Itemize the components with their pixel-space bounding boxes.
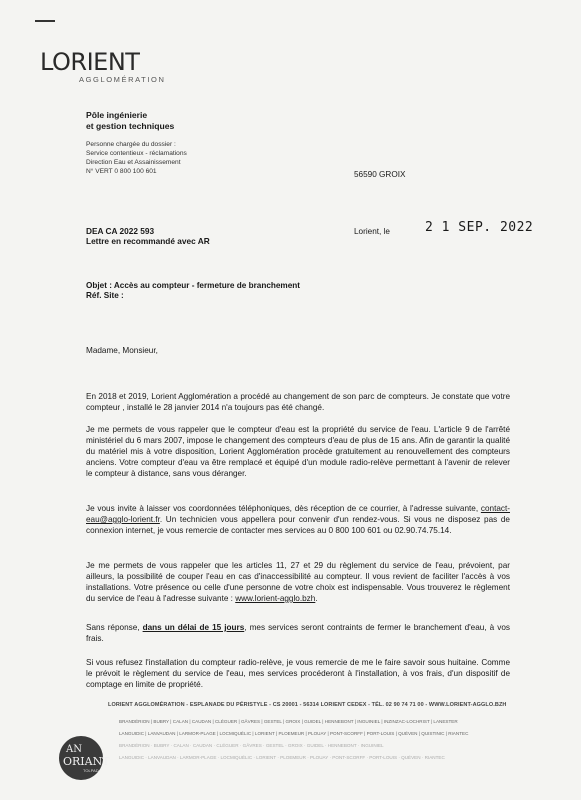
reference-mode: Lettre en recommandé avec AR	[86, 236, 210, 246]
footer-towns-2: LANGUIDIC | LANVAUDAN | LARMOR-PLAGE | LOCMIQUÉLIC | LORIENT | PLOEMEUR | PLOUAY | PONT-SCORFF | PORT-LOUIS | QUÉVEN | QUISTINIC | RIANTEC	[119, 731, 469, 736]
reference-number: DEA CA 2022 593	[86, 226, 155, 236]
contact-line3: Direction Eau et Assainissement	[86, 159, 181, 166]
subject-line	[86, 281, 300, 291]
department-heading	[86, 110, 174, 132]
paragraph-4	[86, 560, 510, 604]
badge-text-1: AN	[66, 744, 82, 755]
footer-address: LORIENT AGGLOMÉRATION - ESPLANADE DU PÉRISTYLE - CS 20001 - 56314 LORIENT CEDEX - TÉL. 02 90 74 71 00 - WWW.LORIENT-AGGLO.BZH	[108, 702, 507, 708]
subject-text: Objet : Accès au compteur - fermeture de branchement	[86, 281, 300, 290]
logo: LORIENT	[40, 48, 140, 76]
footer-towns-4: LANGUIDIC · LANVAUDAN · LARMOR-PLAGE · LOCMIQUÉLIC · LORIENT · PLOEMEUR · PLOUAY · PONT-SCORFF · PORT-LOUIS · QUÉVEN · RIANTEC	[119, 755, 445, 760]
logo-subtitle: AGGLOMÉRATION	[79, 75, 166, 84]
paragraph-5	[86, 622, 510, 644]
department-line1: Pôle ingénierie	[86, 110, 148, 120]
deadline-emphasis: dans un délai de 15 jours	[142, 623, 245, 632]
subject-block	[86, 281, 300, 301]
recipient-city: 56590 GROIX	[354, 170, 406, 179]
site-reference: Réf. Site :	[86, 291, 124, 300]
footer-towns-3: BRANDÉRION · BUBRY · CALAN · CAUDAN · CLÉGUER · GÂVRES · GESTEL · GROIX · GUIDEL · HENNEBONT · INGUINIEL	[119, 743, 384, 748]
paragraph-4-text-a: Je me permets de vous rappeler que les articles 11, 27 et 29 du règlement du service de l'eau, prévoient, par ailleurs, la possibilité de couper l'eau en cas d'inaccessibilité au compteur. Il vous revient de faciliter l'accès à vos installations. Votre présence ou celle d'une personne de votre choix est indispensable. Vous trouverez le règlement du service de l'eau à l'adresse suivante :	[86, 561, 510, 603]
fold-mark	[35, 20, 55, 22]
date-stamp: 2 1 SEP. 2022	[425, 220, 534, 235]
paragraph-1: En 2018 et 2019, Lorient Agglomération a procédé au changement de son parc de compteurs. Je constate que votre compteur , installé le 28 janvier 2014 n'a toujours pas été changé.	[86, 392, 510, 412]
contact-line1: Personne chargée du dossier :	[86, 141, 176, 148]
badge-text-2: ORIANT	[63, 755, 110, 768]
contact-line2: Service contentieux - réclamations	[86, 150, 187, 157]
contact-email-link[interactable]: contact-eau@agglo-lorient.fr	[86, 504, 510, 524]
date-place: Lorient, le	[354, 227, 390, 236]
contact-line4: N° VERT 0 800 100 601	[86, 168, 157, 175]
paragraph-5-text-a: Sans réponse,	[86, 623, 143, 632]
footer-towns-1: BRANDÉRION | BUBRY | CALAN | CAUDAN | CLÉGUER | GÂVRES | GESTEL | GROIX | GUIDEL | HENNEBONT | INGUINIEL | INZINZAC-LOCHRIST | LANESTER	[119, 719, 458, 724]
paragraph-5-text-b: , mes services seront contraints de fermer le branchement d'eau, à vos frais.	[86, 623, 510, 643]
paragraph-3-text-a: Je vous invite à laisser vos coordonnées téléphoniques, dès réception de ce courrier, à l'adresse suivante,	[86, 504, 481, 513]
paragraph-4-text-b: .	[315, 594, 318, 603]
paragraph-6: Si vous refusez l'installation du compteur radio-relève, je vous remercie de me le faire savoir sous huitaine. Comme le prévoit le règlement du service de l'eau, mes services procéderont à l'installation, à vos frais, d'un dispositif de comptage en limite de propriété.	[86, 658, 510, 689]
website-link[interactable]: www.lorient-agglo.bzh	[235, 594, 316, 603]
reference-block	[86, 226, 210, 246]
contact-block	[86, 140, 187, 176]
department-line2: et gestion techniques	[86, 121, 175, 131]
paragraph-3-text-b: . Un technicien vous appellera pour convenir d'un rendez-vous. Si vous ne disposez pas de connexion internet, je vous remercie de contacter mes services au 0 800 100 601 ou 02.90.74.75.14.	[86, 515, 510, 535]
paragraph-3	[86, 503, 510, 536]
salutation: Madame, Monsieur,	[86, 346, 158, 355]
badge-text-3: TOLPAD	[83, 768, 99, 773]
paragraph-2: Je me permets de vous rappeler que le compteur d'eau est la propriété du service de l'eau. L'article 9 de l'arrêté ministériel du 6 mars 2007, impose le changement des compteurs d'eau de plus de 15 ans. Afin de garantir la qualité du matériel mis à votre disposition, Lorient Agglomération procède gratuitement au renouvellement des compteurs anciens. Votre compteur d'eau va être remplacé et équipé d'un module radio-relève permettant à l'avenir de relever le compteur à distance, sans vous déranger.	[86, 425, 510, 478]
